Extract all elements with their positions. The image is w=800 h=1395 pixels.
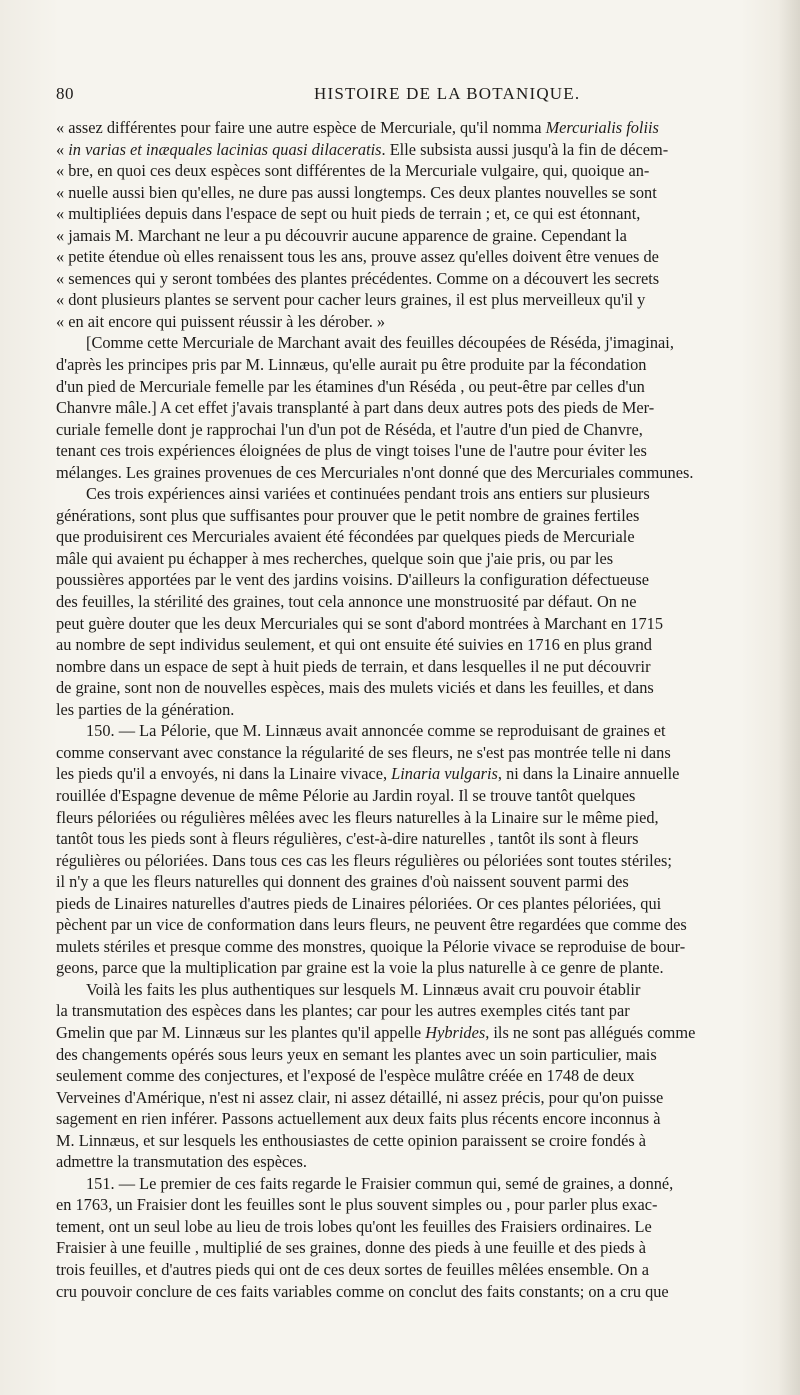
page-header [56,84,756,106]
text-line: poussières apportées par le vent des jardins voisins. D'ailleurs la configuration défectueuse [56,570,649,590]
text-line: « multipliées depuis dans l'espace de sept ou huit pieds de terrain ; et, ce qui est étonnant, [56,204,641,224]
text-line: M. Linnæus, et sur lesquels les enthousiastes de cette opinion paraissent se croire fondés à [56,1130,647,1150]
text-line: fleurs péloriées ou régulières mêlées avec les fleurs naturelles à la Linaire sur le même pied, [56,807,659,827]
text-line: il n'y a que les fleurs naturelles qui donnent des graines d'où naissent souvent parmi des [56,872,629,892]
text-line: Verveines d'Amérique, n'est ni assez clair, ni assez détaillé, ni assez précis, pour qu'on puisse [56,1087,664,1107]
text-line: « bre, en quoi ces deux espèces sont différentes de la Mercuriale vulgaire, qui, quoique an- [56,161,650,181]
text-line: des feuilles, la stérilité des graines, tout cela annonce une monstruosité par défaut. On ne [56,592,637,612]
text-line: mulets stériles et presque comme des monstres, quoique la Pélorie vivace se reproduise de bour- [56,936,686,956]
text-line: tenant ces trois expériences éloignées de plus de vingt toises l'une de l'autre pour éviter les [56,441,647,461]
text-line: curiale femelle dont je rapprochai l'un d'un pot de Réséda, et l'autre d'un pied de Chanvre, [56,419,643,439]
page-number: 80 [56,84,74,103]
text-line: régulières ou péloriées. Dans tous ces cas les fleurs régulières ou péloriées sont toutes stériles; [56,850,672,870]
text-line: générations, sont plus que suffisantes pour prouver que le petit nombre de graines fertiles [56,505,640,525]
text-line: « dont plusieurs plantes se servent pour cacher leurs graines, il est plus merveilleux qu'il y [56,290,646,310]
text-line: « petite étendue où elles renaissent tous les ans, prouve assez qu'elles doivent être venues de [56,247,659,267]
text-line: au nombre de sept individus seulement, et qui ont ensuite été suivies en 1716 en plus grand [56,635,652,655]
text-line: Gmelin que par M. Linnæus sur les plantes qu'il appelle Hybrides, ils ne sont pas allégués comme [56,1022,696,1042]
text-line: « jamais M. Marchant ne leur a pu découvrir aucune apparence de graine. Cependant la [56,225,627,245]
text-line: nombre dans un espace de sept à huit pieds de terrain, et dans lesquelles il ne put découvrir [56,656,651,676]
text-line: en 1763, un Fraisier dont les feuilles sont le plus souvent simples ou , pour parler plus exac- [56,1195,658,1215]
text-line: de graine, sont non de nouvelles espèces, mais des mulets viciés et dans les feuilles, et dans [56,678,654,698]
page-edge-shadow [778,0,800,1395]
text-line: d'un pied de Mercuriale femelle par les étamines d'un Réséda , ou peut-être par celles d'un [56,376,645,396]
text-line: Voilà les faits les plus authentiques sur lesquels M. Linnæus avait cru pouvoir établir [86,979,641,999]
text-line: Fraisier à une feuille , multiplié de ses graines, donne des pieds à une feuille et des pieds à [56,1238,647,1258]
text-line: admettre la transmutation des espèces. [56,1152,307,1172]
text-line: Chanvre mâle.] A cet effet j'avais transplanté à part dans deux autres pots des pieds de Mer- [56,398,655,418]
body-text [56,117,768,1302]
text-line: « semences qui y seront tombées des plantes précédentes. Comme on a découvert les secrets [56,268,660,288]
text-line: peut guère douter que les deux Mercuriales qui se sont d'abord montrées à Marchant en 1715 [56,613,664,633]
text-line: sagement en rien inférer. Passons actuellement aux deux faits plus récents encore inconnus à [56,1109,661,1129]
text-line: 151. — Le premier de ces faits regarde le Fraisier commun qui, semé de graines, a donné, [86,1173,674,1193]
text-line: « nuelle aussi bien qu'elles, ne dure pas aussi longtemps. Ces deux plantes nouvelles se sont [56,182,657,202]
text-line: les pieds qu'il a envoyés, ni dans la Linaire vivace, Linaria vulgaris, ni dans la Linaire annuelle [56,764,680,784]
text-line: d'après les principes pris par M. Linnæus, qu'elle aurait pu être produite par la fécondation [56,355,647,375]
text-line: « assez différentes pour faire une autre espèce de Mercuriale, qu'il nomma Mercurialis foliis [56,118,659,137]
text-line: pieds de Linaires naturelles d'autres pieds de Linaires péloriées. Or ces plantes péloriées, qui [56,893,662,913]
text-line: [Comme cette Mercuriale de Marchant avait des feuilles découpées de Réséda, j'imaginai, [86,333,674,353]
text-line: mélanges. Les graines provenues de ces Mercuriales n'ont donné que des Mercuriales communes. [56,462,694,482]
text-line: tement, ont un seul lobe au lieu de trois lobes qu'ont les feuilles des Fraisiers ordinaires. Le [56,1216,652,1236]
text-line: « en ait encore qui puissent réussir à les dérober. » [56,311,386,331]
text-line: trois feuilles, et d'autres pieds qui ont de ces deux sortes de feuilles mêlées ensemble. On a [56,1259,649,1279]
text-line: que produisirent ces Mercuriales avaient été fécondées par quelques pieds de Mercuriale [56,527,635,547]
text-line: la transmutation des espèces dans les plantes; car pour les autres exemples cités tant par [56,1001,630,1021]
text-line: « in varias et inæquales lacinias quasi dilaceratis. Elle subsista aussi jusqu'à la fin de décem- [56,139,669,159]
text-line: comme conservant avec constance la régularité de ses fleurs, ne s'est pas montrée telle ni dans [56,742,671,762]
text-line: les parties de la génération. [56,699,235,719]
text-line: rouillée d'Espagne devenue de même Pélorie au Jardin royal. Il se trouve tantôt quelques [56,785,636,805]
text-line: seulement comme des conjectures, et l'exposé de l'espèce mulâtre créée en 1748 de deux [56,1066,635,1086]
text-line: tantôt tous les pieds sont à fleurs régulières, c'est-à-dire naturelles , tantôt ils sont à fleurs [56,829,639,849]
text-line: Ces trois expériences ainsi variées et continuées pendant trois ans entiers sur plusieurs [86,484,650,504]
text-line: geons, parce que la multiplication par graine est la voie la plus naturelle à ce genre de plante. [56,958,664,978]
text-line: des changements opérés sous leurs yeux en semant les plantes avec un soin particulier, mais [56,1044,657,1064]
text-line: 150. — La Pélorie, que M. Linnæus avait annoncée comme se reproduisant de graines et [86,721,666,741]
running-title: HISTOIRE DE LA BOTANIQUE. [314,84,581,103]
text-line: cru pouvoir conclure de ces faits variables comme on conclut des faits constants; on a cru que [56,1281,669,1301]
text-line: pèchent par un vice de conformation dans leurs fleurs, ne peuvent être regardées que comme des [56,915,687,935]
text-line: mâle qui avaient pu échapper à mes recherches, quelque soin que j'aie pris, ou par les [56,548,614,568]
